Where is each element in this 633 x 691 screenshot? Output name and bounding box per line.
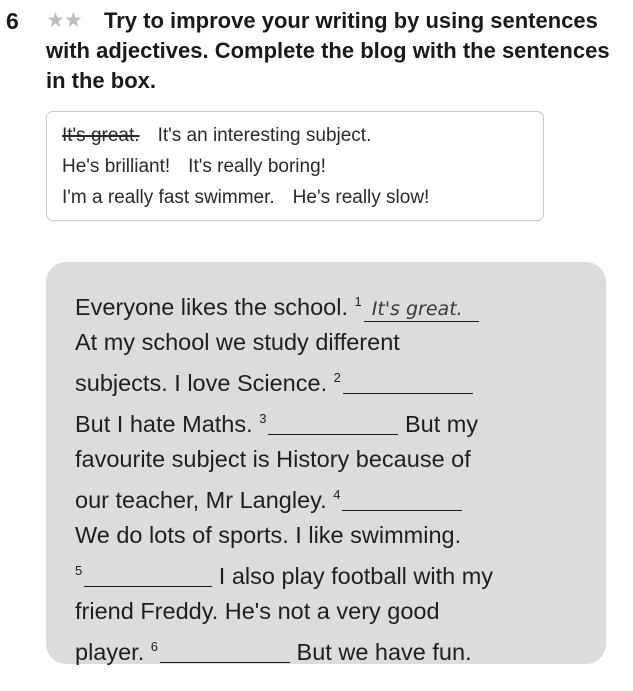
gap-number: 1 — [354, 294, 362, 309]
blog-line — [75, 629, 606, 670]
gap-number: 4 — [333, 487, 341, 502]
blog-text-panel — [46, 262, 606, 664]
box-sentence: He's brilliant! — [62, 156, 171, 177]
blog-text: subjects. I love Science. — [75, 370, 328, 396]
box-sentence-crossed: It's great. — [62, 125, 140, 146]
blog-line — [75, 284, 606, 325]
blog-text: But I hate Maths. — [75, 411, 253, 437]
blog-line — [75, 518, 606, 553]
blog-text: Everyone likes the school. — [75, 294, 349, 320]
gap-6-blank[interactable] — [160, 640, 290, 663]
blog-text: favourite subject is History because of — [75, 446, 471, 472]
blog-text: But we have fun. — [296, 639, 472, 665]
blog-line — [75, 325, 606, 360]
blog-text: our teacher, Mr Langley. — [75, 487, 327, 513]
blog-text: player. — [75, 639, 145, 665]
box-line — [62, 151, 543, 182]
gap-number: 5 — [75, 563, 83, 578]
gap-3-blank[interactable] — [268, 412, 398, 435]
gap-number: 6 — [150, 639, 159, 654]
gap-2-blank[interactable] — [343, 371, 473, 394]
gap-5-blank[interactable] — [84, 564, 212, 587]
blog-text: I also play football with my — [218, 563, 494, 589]
blog-text: At my school we study different — [75, 329, 400, 355]
difficulty-stars-icon: ★★ — [46, 9, 82, 32]
gap-1-answer: It's great. — [364, 297, 479, 322]
exercise-instruction: Try to improve your writing by using sentences with adjectives. Complete the blog with the sentences in the box. — [46, 8, 610, 93]
box-sentence: It's really boring! — [188, 156, 326, 177]
blog-line — [75, 442, 606, 477]
gap-number: 2 — [333, 370, 341, 385]
box-line — [62, 182, 543, 213]
blog-line — [75, 477, 606, 518]
blog-line — [75, 594, 606, 629]
blog-line — [75, 553, 606, 594]
box-sentence: It's an interesting subject. — [157, 125, 372, 146]
blog-text: We do lots of sports. I like swimming. — [75, 522, 462, 548]
gap-4-blank[interactable] — [342, 488, 462, 511]
sentence-box — [46, 111, 544, 221]
blog-line — [75, 401, 606, 442]
blog-text: But my — [404, 411, 479, 437]
gap-number: 3 — [259, 411, 267, 426]
box-sentence: He's really slow! — [292, 187, 430, 208]
box-line — [62, 120, 543, 151]
exercise-number: 6 — [6, 8, 19, 34]
box-sentence: I'm a really fast swimmer. — [62, 187, 275, 208]
blog-text: friend Freddy. He's not a very good — [75, 598, 440, 624]
blog-line — [75, 360, 606, 401]
